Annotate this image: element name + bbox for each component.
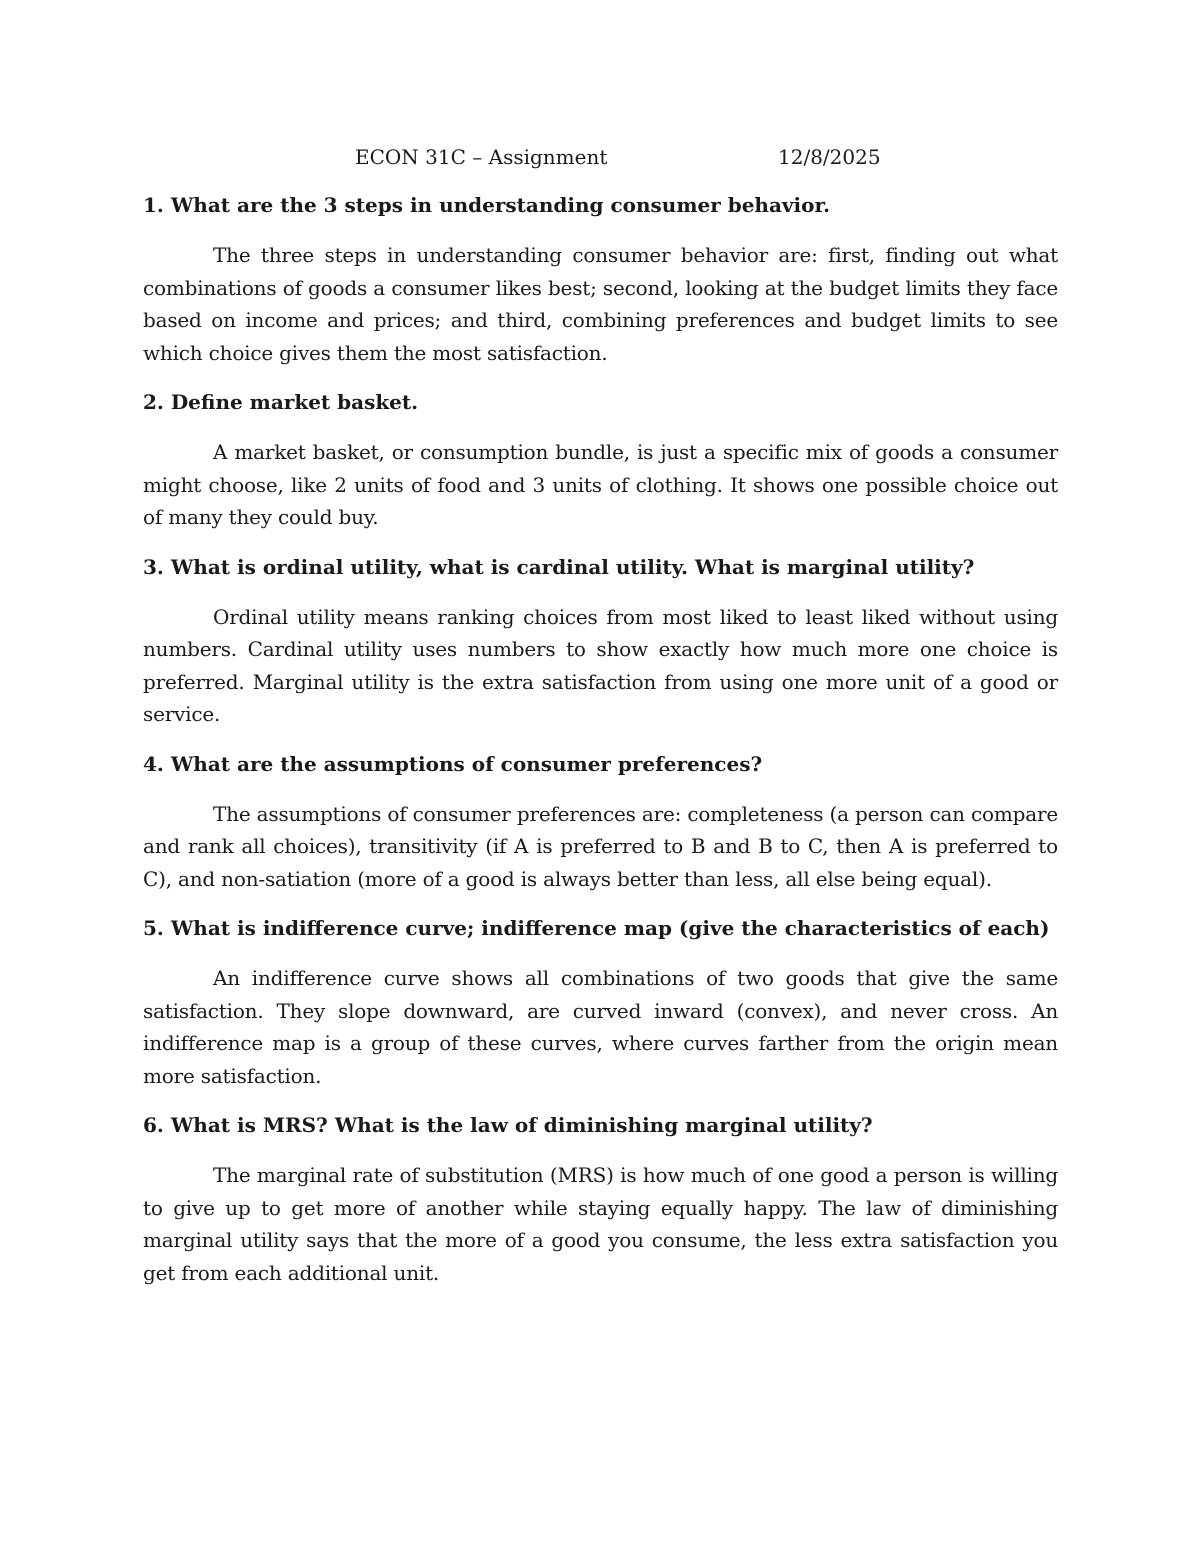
qa-block-4 xyxy=(143,748,1058,896)
question-2: 2. Define market basket. xyxy=(143,390,419,414)
qa-block-6 xyxy=(143,1109,1058,1289)
qa-block-3 xyxy=(143,551,1058,731)
assignment-date: 12/8/2025 xyxy=(778,145,881,169)
question-3: 3. What is ordinal utility, what is cardinal utility. What is marginal utility? xyxy=(143,554,975,579)
qa-block-1 xyxy=(143,189,1058,369)
answer-6: The marginal rate of substitution (MRS) is how much of one good a person is willing to give up to get more of another while staying equally happy. The law of diminishing marginal utility says that the more of a good you consume, the less extra satisfaction you get from each additional unit. xyxy=(143,1163,1058,1285)
answer-1: The three steps in understanding consumer behavior are: first, finding out what combinations of goods a consumer likes best; second, looking at the budget limits they face based on income and prices; and third, combining preferences and budget limits to see which choice gives them the most satisfaction. xyxy=(143,243,1058,365)
qa-block-5 xyxy=(143,912,1058,1092)
question-5: 5. What is indifference curve; indifference map (give the characteristics of each) xyxy=(143,916,1050,940)
answer-5: An indifference curve shows all combinations of two goods that give the same satisfaction. They slope downward, are curved inward (convex), and never cross. An indifference map is a group of these curves, where curves farther from the origin mean more satisfaction. xyxy=(143,966,1058,1088)
question-6: 6. What is MRS? What is the law of diminishing marginal utility? xyxy=(143,1113,873,1137)
answer-4: The assumptions of consumer preferences are: completeness (a person can compare and rank all choices), transitivity (if A is preferred to B and B to C, then A is preferred to C), and non-satiation (more of a good is always better than less, all else being equal). xyxy=(143,801,1058,891)
question-1: 1. What are the 3 steps in understanding consumer behavior. xyxy=(143,193,831,217)
document-header xyxy=(143,140,1058,174)
course-title: ECON 31C – Assignment xyxy=(355,145,608,169)
qa-block-2 xyxy=(143,386,1058,534)
answer-2: A market basket, or consumption bundle, is just a specific mix of goods a consumer might choose, like 2 units of food and 3 units of clothing. It shows one possible choice out of many they could buy. xyxy=(143,440,1058,529)
question-4: 4. What are the assumptions of consumer preferences? xyxy=(143,751,763,776)
document-page xyxy=(143,140,1058,1306)
answer-3: Ordinal utility means ranking choices from most liked to least liked without using numbers. Cardinal utility uses numbers to show exactly how much more one choice is preferred. Marginal utility is the extra satisfaction from using one more unit of a good or service. xyxy=(143,604,1058,726)
